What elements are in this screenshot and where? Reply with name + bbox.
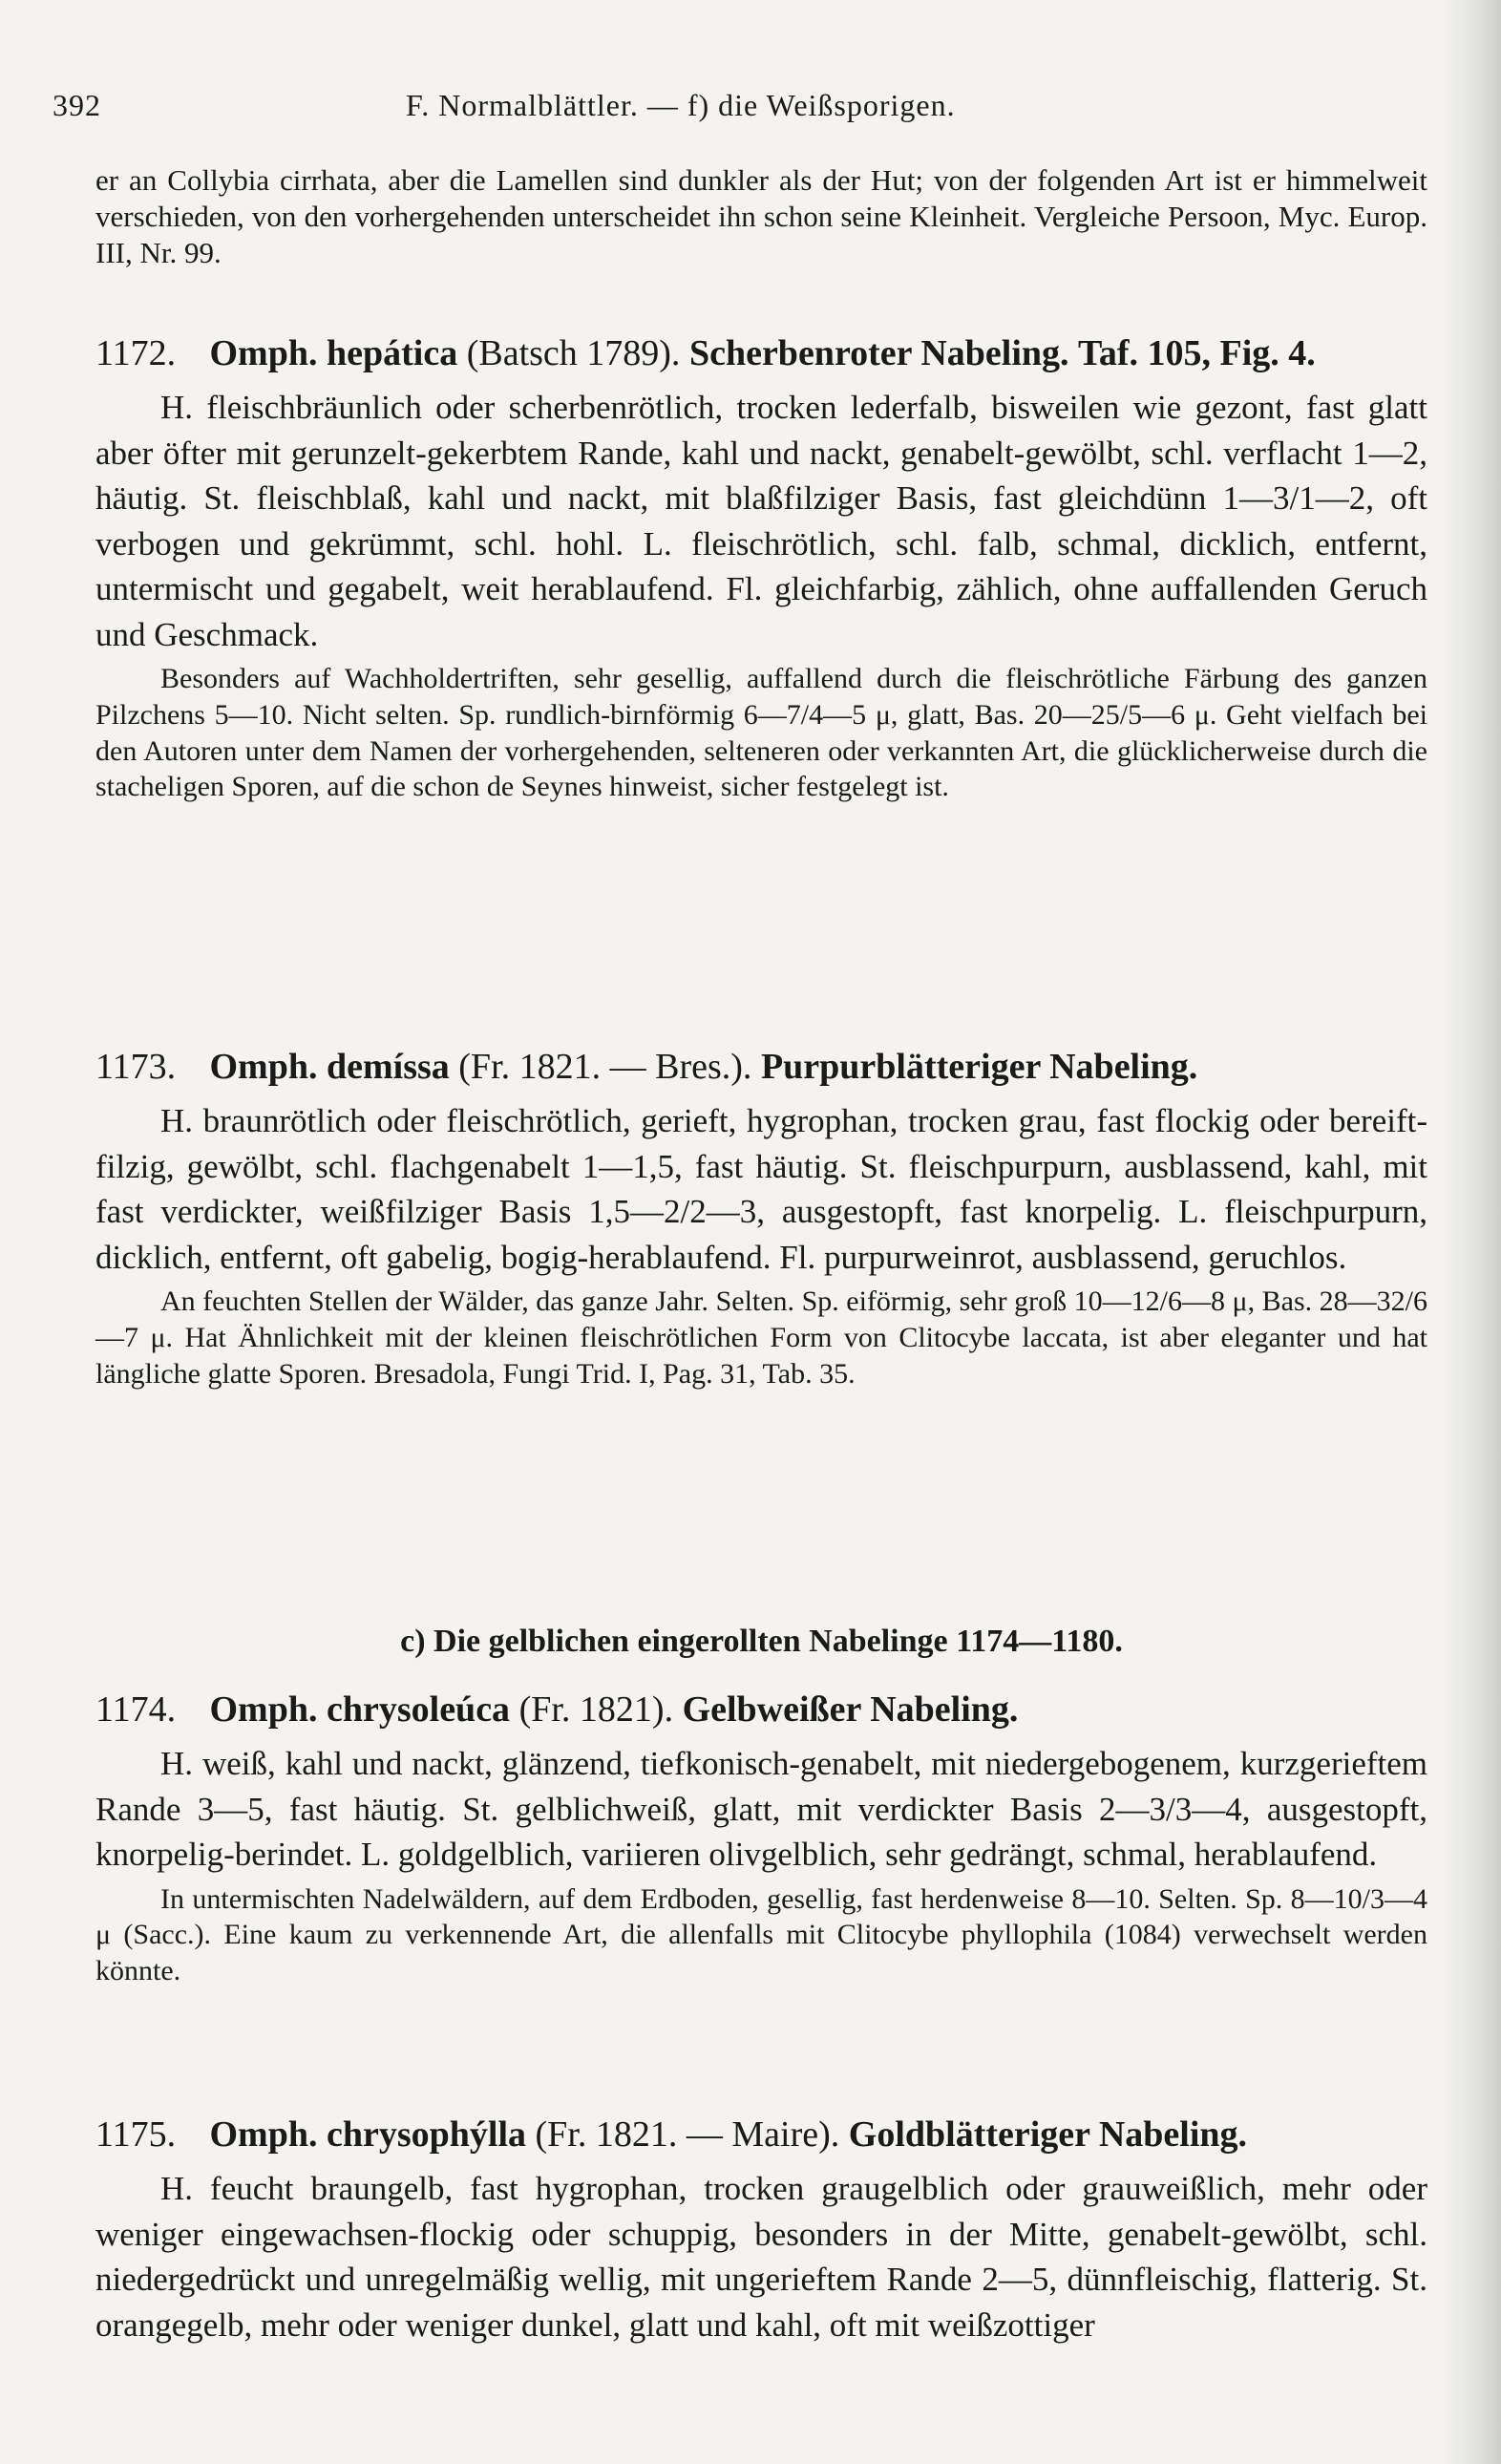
- species-name: Omph. chrysophýlla: [209, 2114, 527, 2155]
- common-name: Goldblätteriger Nabeling.: [848, 2114, 1248, 2155]
- species-name: Omph. demíssa: [209, 1047, 450, 1087]
- species-note: In untermischten Nadelwäldern, auf dem Erdboden, gesellig, fast herdenweise 8—10. Selten. Sp. 8—10/3—4 μ (Sacc.). Eine kaum zu verkennende Art, die allenfalls mit Clitocybe phyllophila (1084) verwechselt werden könnte.: [95, 1882, 1427, 1987]
- common-name: Purpurblätteriger Nabeling.: [760, 1047, 1198, 1087]
- entry-heading: [95, 1686, 1427, 1733]
- species-description: H. braunrötlich oder fleischrötlich, gerieft, hygrophan, trocken grau, fast flockig oder bereift-filzig, gewölbt, schl. flachgenabelt 1—1,5, fast häutig. St. fleischpurpurn, ausblassend, kahl, mit fast verdickter, weißfilziger Basis 1,5—2/2—3, ausgestopft, fast knorpelig. L. fleischpurpurn, dicklich, entfernt, oft gabelig, bogig-herablaufend. Fl. purpurweinrot, ausblassend, geruchlos.: [95, 1102, 1427, 1276]
- intro-paragraph: [95, 162, 1427, 271]
- species-description: H. weiß, kahl und nackt, glänzend, tiefkonisch-genabelt, mit niedergebogenem, kurzgerieftem Rande 3—5, fast häutig. St. gelblichweiß, glatt, mit verdickter Basis 2—3/3—4, ausgestopft, knorpelig-berindet. L. goldgelblich, variieren olivgelblich, sehr gedrängt, schmal, herablaufend.: [95, 1745, 1427, 1873]
- entry-number: 1173.: [95, 1047, 177, 1087]
- species-authority: (Fr. 1821).: [518, 1689, 674, 1730]
- page: [53, 0, 1427, 2464]
- section-heading: c) Die gelblichen eingerollten Nabelinge 1174—1180.: [400, 1624, 1123, 1659]
- entry-number: 1175.: [95, 2114, 177, 2155]
- entry-1175: [95, 2111, 1427, 2347]
- species-description: H. fleischbräunlich oder scherbenrötlich, trocken lederfalb, bisweilen wie gezont, fast glatt aber öfter mit gerunzelt-gekerbtem Rande, kahl und nackt, genabelt-gewölbt, schl. verflacht 1—2, häutig. St. fleischblaß, kahl und nackt, mit blaßfilziger Basis, fast gleichdünn 1—3/1—2, oft verbogen und gekrümmt, schl. hohl. L. fleischrötlich, schl. falb, schmal, dicklich, entfernt, untermischt und gegabelt, weit herablaufend. Fl. gleichfarbig, zählich, ohne auffallenden Geruch und Geschmack.: [95, 389, 1427, 653]
- entry-heading: [95, 1043, 1427, 1091]
- page-edge-shadow: [1444, 0, 1501, 2464]
- species-authority: (Fr. 1821. — Maire).: [535, 2114, 840, 2155]
- species-note: Besonders auf Wachholdertriften, sehr gesellig, auffallend durch die fleischrötliche Färbung des ganzen Pilzchens 5—10. Nicht selten. Sp. rundlich-birnförmig 6—7/4—5 μ, glatt, Bas. 20—25/5—6 μ. Geht vielfach bei den Autoren unter dem Namen der vorhergehenden, selteneren oder verkannten Art, die glücklicherweise durch die stacheligen Sporen, auf die schon de Seynes hinweist, sicher festgelegt ist.: [95, 663, 1427, 803]
- page-number: 392: [53, 88, 101, 122]
- plate-reference: Taf. 105, Fig. 4.: [1078, 333, 1316, 373]
- running-title: F. Normalblättler. — f) die Weißsporigen.: [406, 88, 956, 122]
- species-name: Omph. hepática: [209, 333, 458, 373]
- intro-text: er an Collybia cirrhata, aber die Lamellen sind dunkler als der Hut; von der folgenden Art ist er himmelweit verschieden, von den vorhergehenden unterscheidet ihn schon seine Kleinheit. Vergleiche Persoon, Myc. Europ. III, Nr. 99.: [95, 163, 1427, 269]
- species-authority: (Fr. 1821. — Bres.).: [458, 1047, 752, 1087]
- entry-heading: [95, 329, 1427, 377]
- species-authority: (Batsch 1789).: [466, 333, 681, 373]
- entry-1172: [95, 329, 1427, 805]
- entry-heading: [95, 2111, 1427, 2158]
- entry-1173: [95, 1043, 1427, 1391]
- species-description: H. feucht braungelb, fast hygrophan, trocken graugelblich oder grauweißlich, mehr oder weniger eingewachsen-flockig oder schuppig, besonders in der Mitte, genabelt-gewölbt, schl. niedergedrückt und unregelmäßig wellig, mit ungerieftem Rande 2—5, dünnfleischig, flatterig. St. orangegelb, mehr oder weniger dunkel, glatt und kahl, oft mit weißzottiger: [95, 2170, 1427, 2344]
- species-note: An feuchten Stellen der Wälder, das ganze Jahr. Selten. Sp. eiförmig, sehr groß 10—12/6—8 μ, Bas. 28—32/6—7 μ. Hat Ähnlichkeit mit der kleinen fleischrötlichen Form von Clitocybe laccata, ist aber eleganter und hat längliche glatte Sporen. Bresadola, Fungi Trid. I, Pag. 31, Tab. 35.: [95, 1285, 1427, 1390]
- common-name: Gelbweißer Nabeling.: [682, 1689, 1019, 1730]
- common-name: Scherbenroter Nabeling.: [688, 333, 1069, 373]
- entry-1174: [95, 1686, 1427, 1989]
- species-name: Omph. chrysoleúca: [209, 1689, 511, 1730]
- entry-number: 1174.: [95, 1689, 177, 1730]
- entry-number: 1172.: [95, 333, 177, 373]
